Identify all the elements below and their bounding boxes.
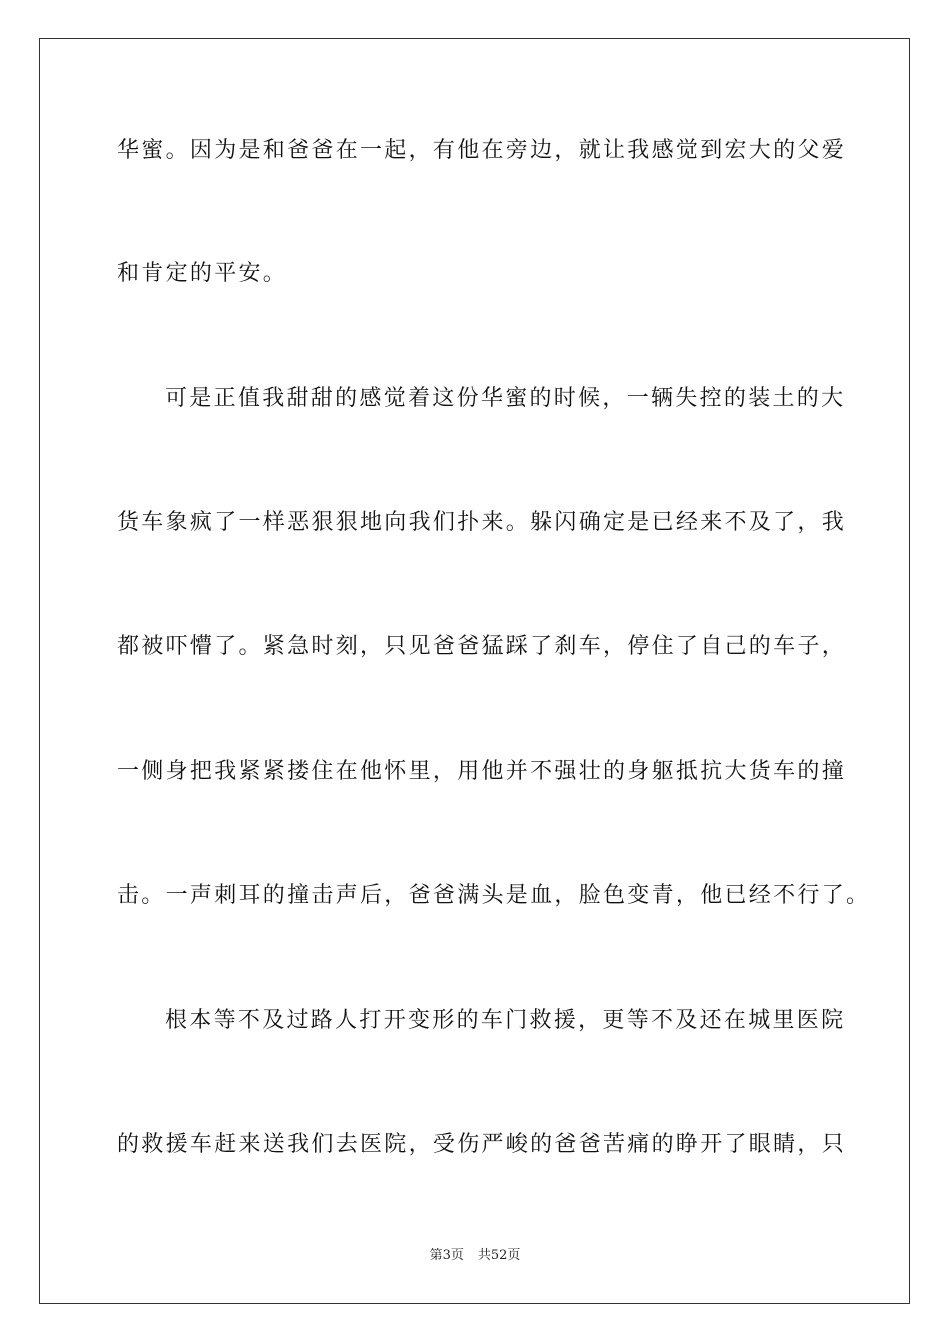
text-line: 根本等不及过路人打开变形的车门救援，更等不及还在城里医院 [165,1008,846,1033]
text-line: 货车象疯了一样恶狠狠地向我们扑来。躲闪确定是已经来不及了，我 [117,510,847,535]
text-line: 可是正值我甜甜的感觉着这份华蜜的时候，一辆失控的装土的大 [165,386,846,411]
page-footer [0,1247,950,1265]
text-line: 一侧身把我紧紧搂住在他怀里，用他并不强壮的身躯抵抗大货车的撞 [117,759,847,784]
page-total: 共52页 [477,1248,521,1263]
page-border [39,38,910,1304]
text-line: 都被吓懵了。紧急时刻，只见爸爸猛踩了刹车，停住了自己的车子， [117,634,847,659]
page-number: 第3页 [429,1248,464,1263]
text-line: 和肯定的平安。 [117,261,288,286]
text-line: 华蜜。因为是和爸爸在一起，有他在旁边，就让我感觉到宏大的父爱 [117,138,847,163]
text-line: 的救援车赶来送我们去医院，受伤严峻的爸爸苦痛的睁开了眼睛，只 [117,1132,847,1157]
text-line: 击。一声刺耳的撞击声后，爸爸满头是血，脸色变青，他已经不行了。 [117,883,871,908]
